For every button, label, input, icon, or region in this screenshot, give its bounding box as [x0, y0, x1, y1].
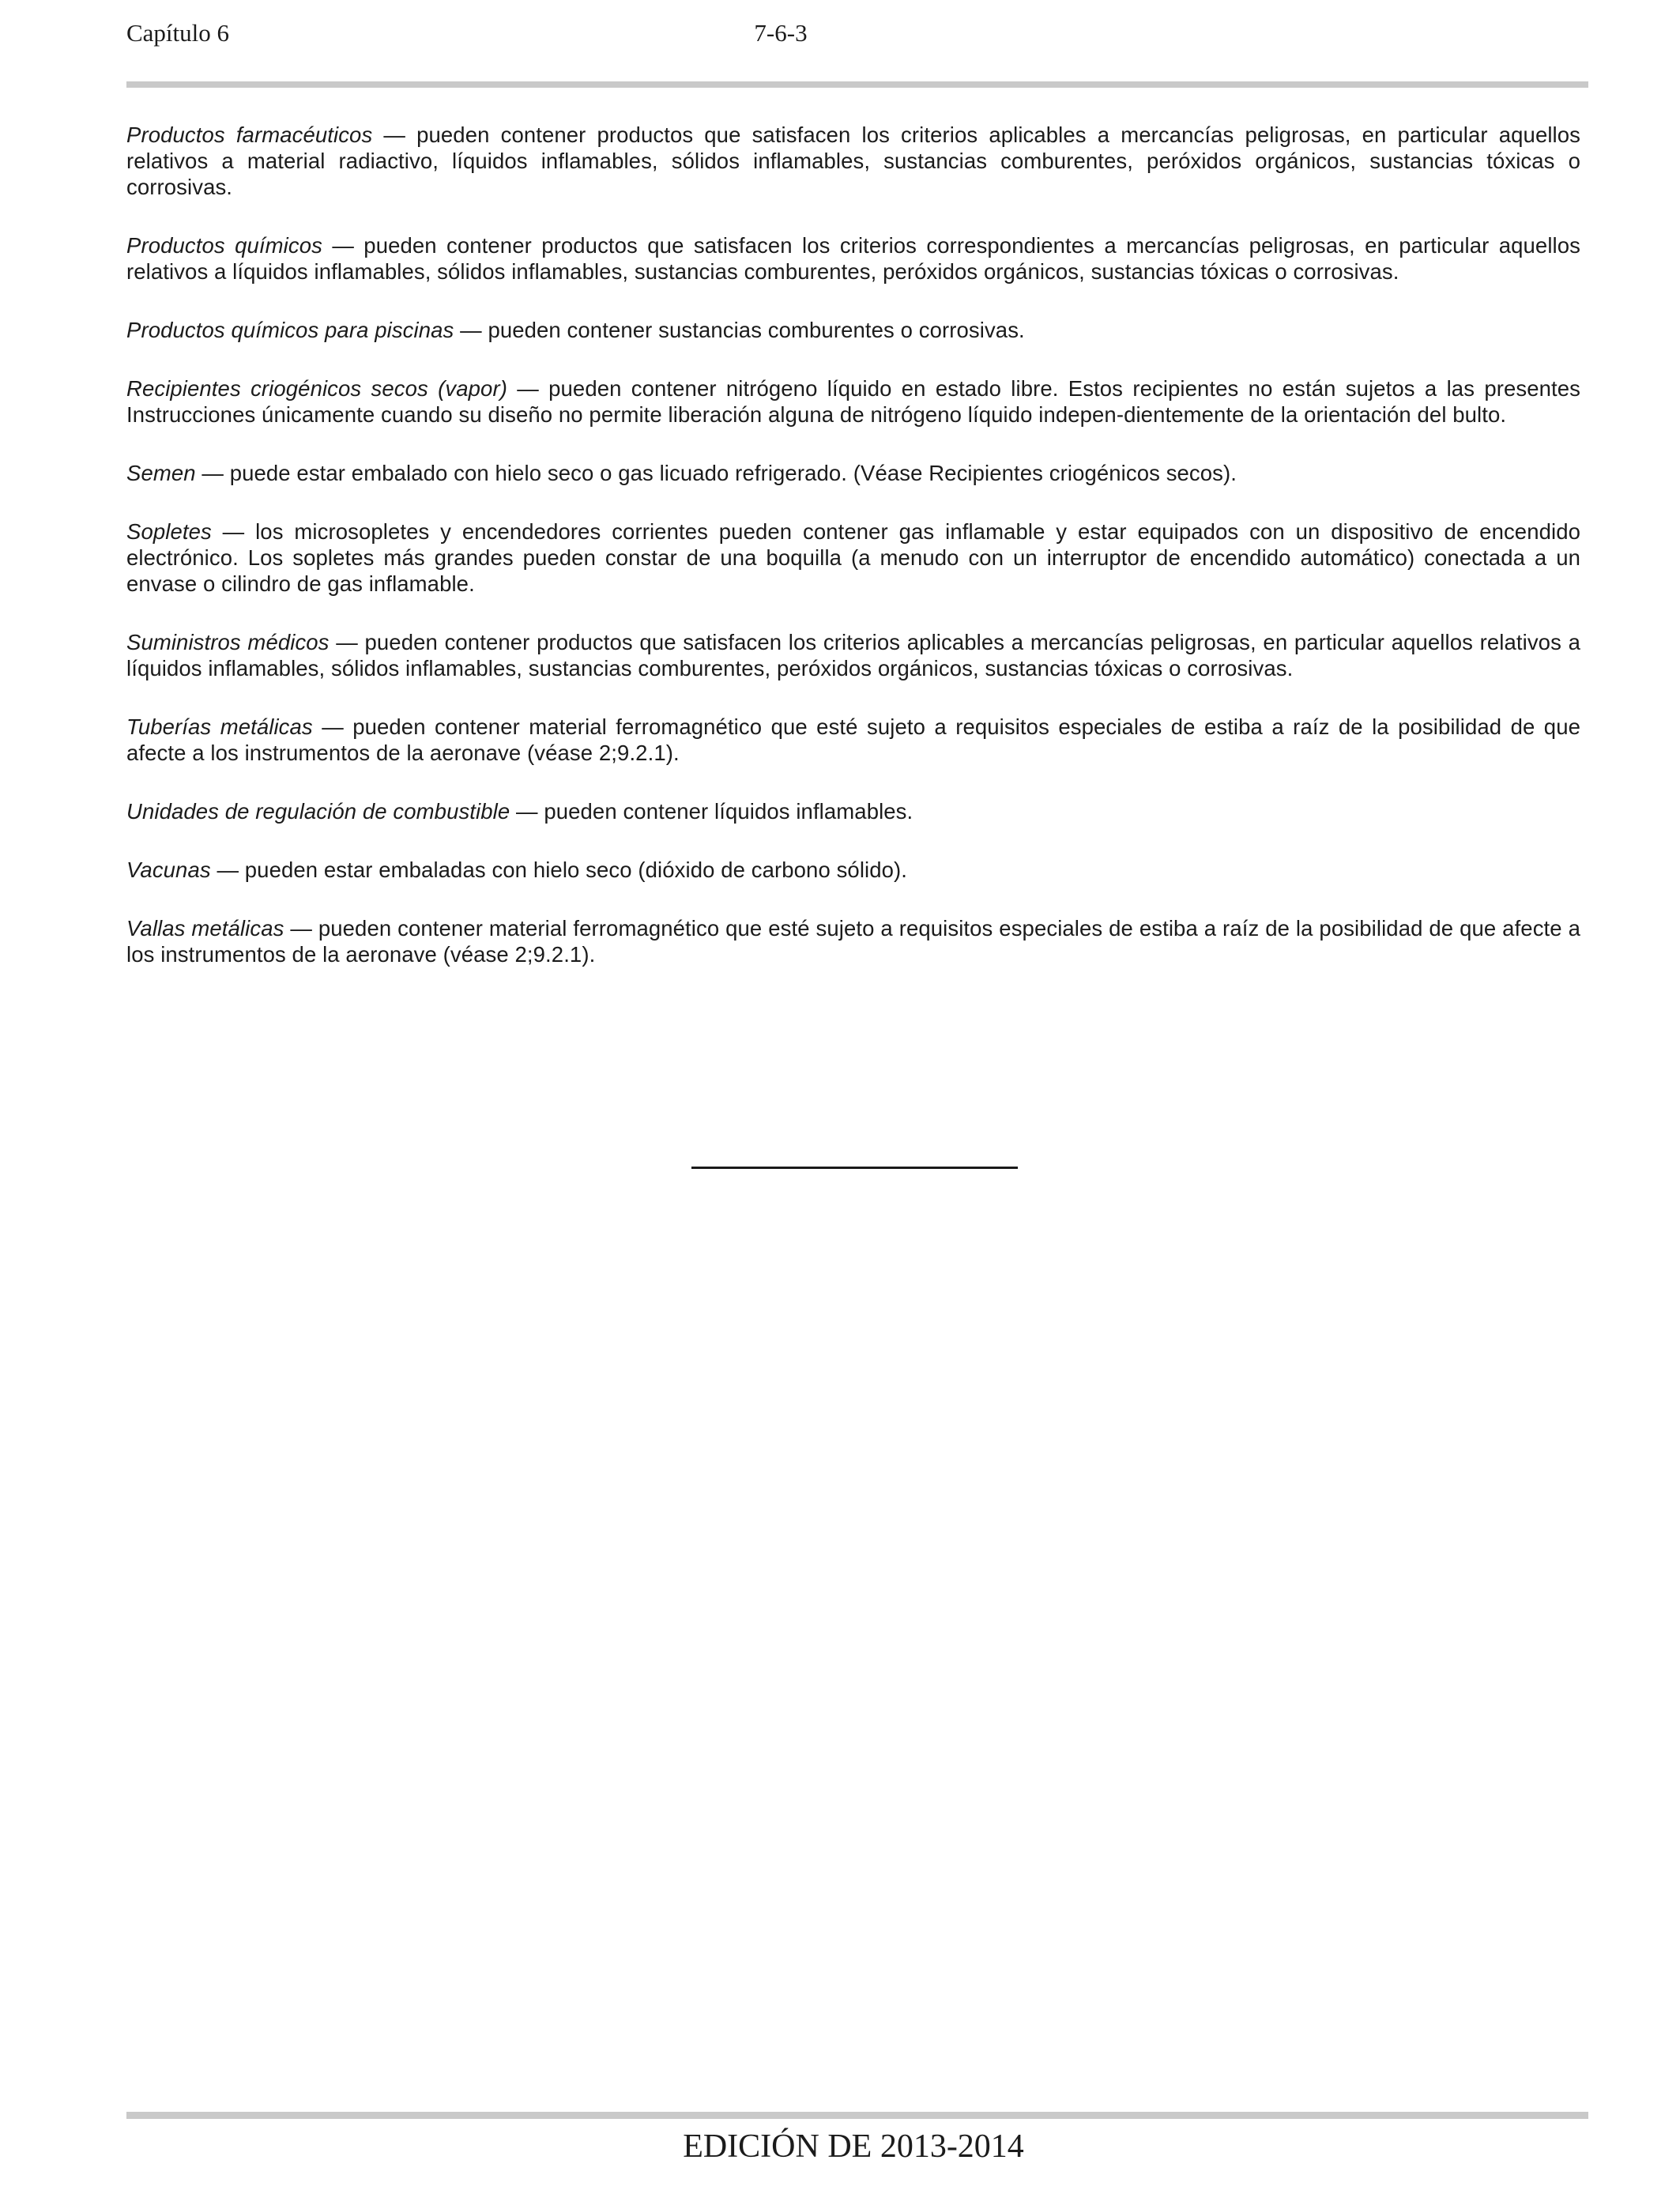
paragraph-body: — puede estar embalado con hielo seco o gas licuado refrigerado. (Véase Recipientes criogénicos secos). — [195, 461, 1237, 485]
paragraph-body: — pueden contener productos que satisfacen los criterios aplicables a mercancías peligrosas, en particular aquellos relativos a material radiactivo, líquidos inflamables, sólidos inflamables, sustancias comburentes, peróxidos orgánicos, sustancias tóxicas o corrosivas. — [126, 123, 1580, 199]
paragraph-vallas-metalicas — [126, 915, 1580, 967]
paragraph-term: Productos farmacéuticos — [126, 123, 373, 147]
paragraph-term: Unidades de regulación de combustible — [126, 799, 510, 824]
paragraph-unidades-regulacion — [126, 798, 1580, 824]
paragraph-term: Semen — [126, 461, 196, 485]
running-header — [0, 19, 1680, 54]
paragraph-productos-quimicos — [126, 232, 1580, 285]
paragraph-term: Suministros médicos — [126, 630, 330, 654]
paragraph-productos-quimicos-piscinas — [126, 317, 1580, 343]
section-end-divider — [691, 1167, 1018, 1169]
paragraph-vacunas — [126, 857, 1580, 883]
paragraph-term: Recipientes criogénicos secos (vapor) — [126, 376, 507, 401]
paragraph-term: Vacunas — [126, 858, 211, 882]
paragraph-body: — pueden contener líquidos inflamables. — [510, 799, 913, 824]
paragraph-sopletes — [126, 518, 1580, 597]
paragraph-body: — pueden contener material ferromagnético que esté sujeto a requisitos especiales de estiba a raíz de la posibilidad de que afecte a los instrumentos de la aeronave (véase 2;9.2.1). — [126, 916, 1580, 967]
body-text — [126, 122, 1580, 1000]
paragraph-body: — pueden contener material ferromagnético que esté sujeto a requisitos especiales de estiba a raíz de la posibilidad de que afecte a los instrumentos de la aeronave (véase 2;9.2.1). — [126, 714, 1580, 765]
paragraph-term: Productos químicos — [126, 233, 322, 258]
paragraph-productos-farmaceuticos — [126, 122, 1580, 200]
paragraph-body: — pueden estar embaladas con hielo seco (dióxido de carbono sólido). — [210, 858, 908, 882]
paragraph-body: — pueden contener productos que satisfacen los criterios correspondientes a mercancías peligrosas, en particular aquellos relativos a líquidos inflamables, sólidos inflamables, sustancias comburentes, peróxidos orgánicos, sustancias tóxicas o corrosivas. — [126, 233, 1580, 284]
footer-rule — [126, 2112, 1588, 2119]
paragraph-body: — pueden contener productos que satisfacen los criterios aplicables a mercancías peligrosas, en particular aquellos relativos a líquidos inflamables, sólidos inflamables, sustancias comburentes, peróxidos orgánicos, sustancias tóxicas o corrosivas. — [126, 630, 1580, 680]
paragraph-body: — pueden contener nitrógeno líquido en estado libre. Estos recipientes no están sujetos a las presentes Instrucciones únicamente cuando su diseño no permite liberación alguna de nitrógeno líquido indepen-dientemente de la orientación del bulto. — [126, 376, 1580, 427]
chapter-label: Capítulo 6 — [126, 19, 230, 47]
paragraph-term: Vallas metálicas — [126, 916, 284, 941]
page-number: 7-6-3 — [754, 19, 808, 47]
paragraph-term: Tuberías metálicas — [126, 714, 313, 739]
paragraph-term: Productos químicos para piscinas — [126, 318, 454, 342]
paragraph-term: Sopletes — [126, 519, 212, 544]
paragraph-semen — [126, 460, 1580, 486]
paragraph-tuberias-metalicas — [126, 714, 1580, 766]
edition-label: EDICIÓN DE 2013-2014 — [683, 2128, 1024, 2165]
header-rule — [126, 81, 1588, 88]
paragraph-body: — pueden contener sustancias comburentes o corrosivas. — [454, 318, 1025, 342]
paragraph-body: — los microsopletes y encendedores corrientes pueden contener gas inflamable y estar equipados con un dispositivo de encendido electrónico. Los sopletes más grandes pueden constar de una boquilla (a menudo con un interruptor de encendido automático) conectada a un envase o cilindro de gas inflamable. — [126, 519, 1580, 596]
paragraph-suministros-medicos — [126, 629, 1580, 681]
paragraph-recipientes-criogenicos — [126, 375, 1580, 428]
